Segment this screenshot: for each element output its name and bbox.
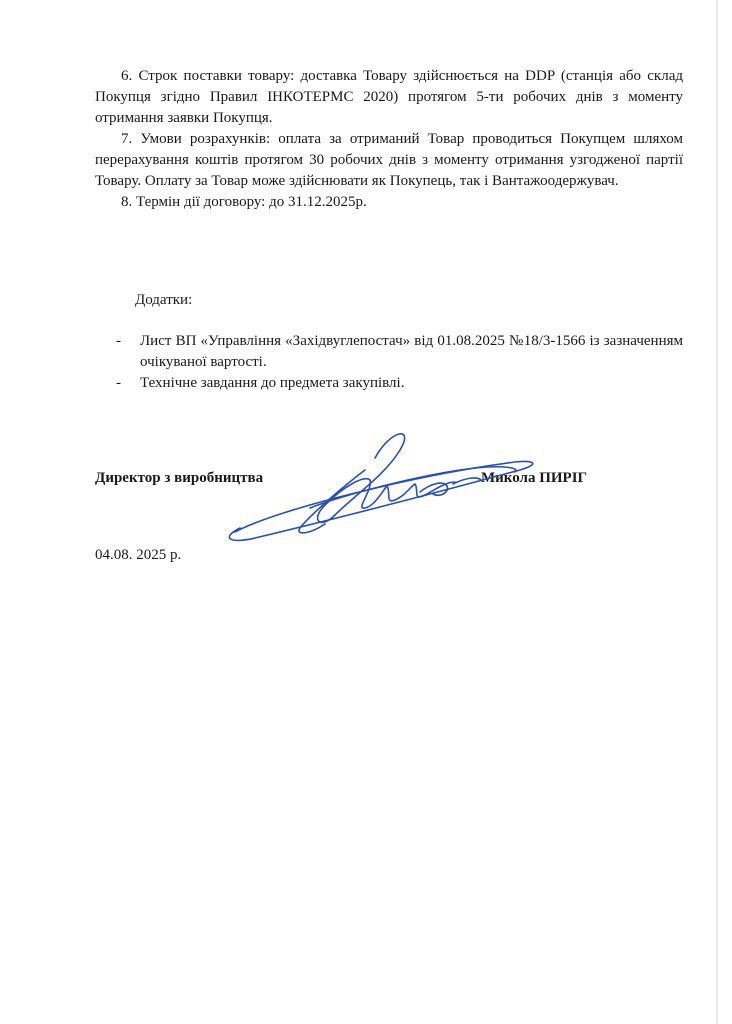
signatory-name: Микола ПИРІГ [481,470,588,486]
document-date: 04.08. 2025 р. [95,547,182,563]
attachment-text: Технічне завдання до предмета закупівлі. [140,375,405,391]
list-item [116,373,683,394]
handwritten-signature-icon [215,420,545,560]
clause-8: 8. Термін дії договору: до 31.12.2025р. [121,194,367,210]
clause-6: 6. Строк поставки товару: доставка Товару здійснюється на DDP (станція або склад Покупця згідно Правил ІНКОТЕРМС 2020) протягом 5-ти робочих днів з моменту отримання заявки Покупця. [95,68,683,126]
clause-7: 7. Умови розрахунків: оплата за отриманий Товар проводиться Покупцем шляхом перерахування коштів протягом 30 робочих днів з моменту отримання узгодженої партії Товару. Оплату за Товар може здійснювати як Покупець, так і Вантажоодержувач. [95,131,683,189]
list-item [116,331,683,373]
attachments-list [116,331,683,394]
document-body [95,66,683,213]
signatory-role: Директор з виробництва [95,470,264,486]
attachment-text: Лист ВП «Управління «Західвуглепостач» від 01.08.2025 №18/3-1566 із зазначенням очікуваної вартості. [140,333,683,370]
attachments-title: Додатки: [135,292,193,308]
list-bullet: - [116,333,121,349]
list-bullet: - [116,375,121,391]
page-edge [716,0,718,1024]
